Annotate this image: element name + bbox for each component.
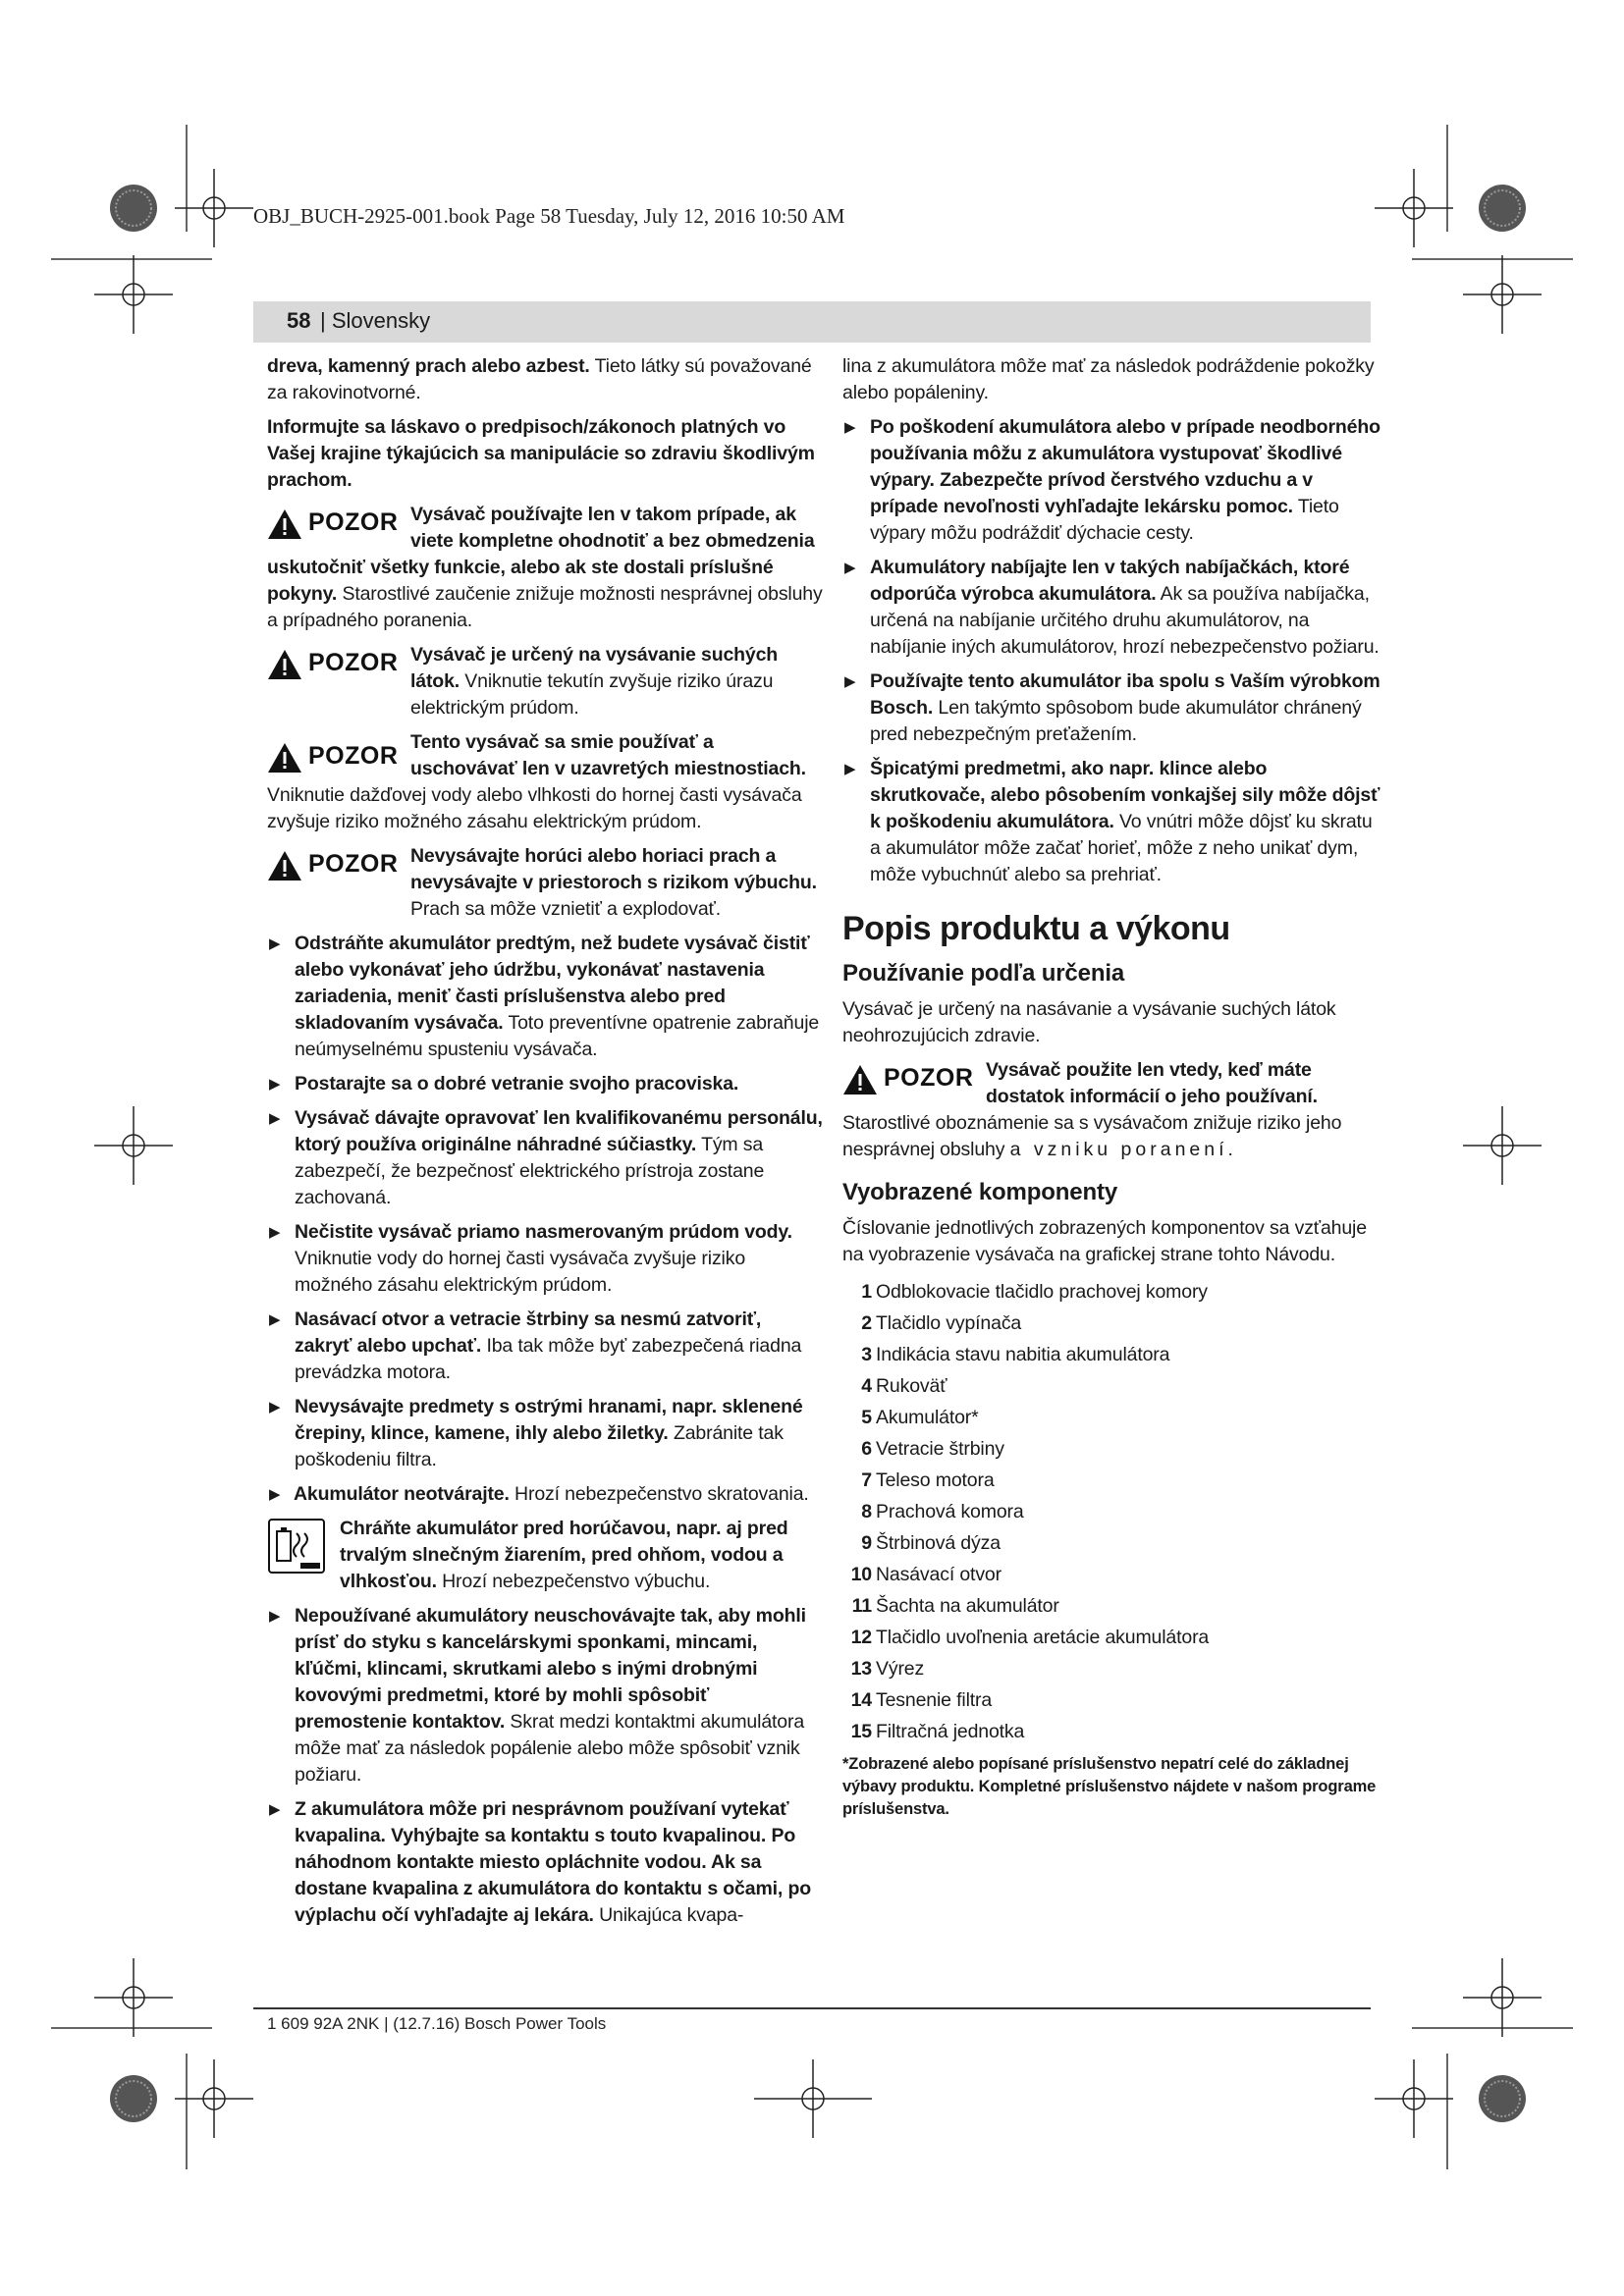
warning-block: POZOR Nevysávajte horúci alebo horiaci prach a nevysávajte v priestoroch s rizikom výbuchu. Prach sa môže vznietiť a explodovať. <box>267 843 823 923</box>
warning-block: POZOR Vysávač je určený na vysávanie suchých látok. Vniknutie tekutín zvyšuje riziko úrazu elektrickým prúdom. <box>267 642 823 721</box>
component-label: Prachová komora <box>876 1501 1024 1522</box>
list-item: ▶ Postarajte sa o dobré vetranie svojho pracoviska. <box>267 1071 823 1097</box>
components-list <box>842 1276 1384 1747</box>
component-number: 4 <box>861 1375 872 1397</box>
print-header: OBJ_BUCH-2925-001.book Page 58 Tuesday, July 12, 2016 10:50 AM <box>253 204 845 228</box>
list-item: ▶ Akumulátor neotvárajte. Hrozí nebezpečenstvo skratovania. <box>267 1481 823 1508</box>
list-item: ▶ Nečistite vysávač priamo nasmerovaným prúdom vody. Vniknutie vody do hornej časti vysávača zvyšuje riziko možného zásahu elektrickým prúdom. <box>269 1221 792 1296</box>
component-label: Šachta na akumulátor <box>876 1595 1059 1617</box>
warning-label: POZOR <box>267 506 405 545</box>
component-label: Teleso motora <box>876 1469 995 1491</box>
warning-triangle-icon <box>267 849 302 882</box>
list-item: ▶ Po poškodení akumulátora alebo v prípade neodborného používania môžu z akumulátora vystupovať škodlivé výpary. Zabezpečte prívod čerstvého vzduchu a v prípade nevoľnosti vyhľadajte lekársku pomoc. Tieto výpary môžu podráždiť dýchacie cesty. <box>844 416 1380 544</box>
right-column <box>842 353 1384 1821</box>
list-item: ▶ Nepoužívané akumulátory neuschovávajte tak, aby mohli prísť do styku s kancelárskymi sponkami, mincami, kľúčmi, klincami, skrutkami alebo s inými drobnými kovovými predmetmi, ktoré by mohli spôsobiť premostenie kontaktov. Skrat medzi kontaktmi akumulátora môže mať za následok popálenie alebo môže spôsobiť vznik požiaru. <box>269 1605 806 1786</box>
warning-block: POZOR Vysávač použite len vtedy, keď máte dostatok informácií o jeho používaní. Starostlivé oboznámenie sa s vysávačom znižuje riziko jeho nesprávnej obsluhy a vzniku poranení. <box>842 1059 1342 1160</box>
component-number: 13 <box>850 1658 872 1680</box>
component-number: 9 <box>861 1532 872 1554</box>
component-label: Filtračná jednotka <box>876 1721 1025 1742</box>
heat-warning-block: Chráňte akumulátor pred horúčavou, napr. aj pred trvalým slnečným žiarením, pred ohňom, vodou a vlhkosťou. Hrozí nebezpečenstvo výbuchu. <box>267 1516 823 1595</box>
list-item: ▶ Odstráňte akumulátor predtým, než budete vysávač čistiť alebo vykonávať jeho údržbu, vykonávať nastavenia zariadenia, meniť časti príslušenstva alebo pred skladovaním vysávača. Toto preventívne opatrenie zabraňuje neúmyselnému spusteniu vysávača. <box>269 933 820 1060</box>
bullet-arrow-icon: ▶ <box>269 1801 281 1818</box>
component-number: 1 <box>861 1281 872 1303</box>
component-label: Vetracie štrbiny <box>876 1438 1004 1460</box>
component-number: 15 <box>850 1721 872 1742</box>
list-item: ▶ Nevysávajte predmety s ostrými hranami, napr. sklenené črepiny, klince, kamene, ihly alebo žiletky. Zabránite tak poškodeniu filtra. <box>269 1396 803 1470</box>
component-item <box>842 1527 1384 1559</box>
component-number: 3 <box>861 1344 872 1365</box>
footnote: *Zobrazené alebo popísané príslušenstvo nepatrí celé do základnej výbavy produktu. Kompletné príslušenstvo nájdete v našom programe príslušenstva. <box>842 1755 1377 1818</box>
paragraph: Číslovanie jednotlivých zobrazených komponentov sa vzťahuje na vyobrazenie vysávača na grafickej strane tohto Návodu. <box>842 1217 1367 1265</box>
paragraph: Vysávač je určený na nasávanie a vysávanie suchých látok neohrozujúcich zdravie. <box>842 998 1336 1046</box>
bullet-arrow-icon: ▶ <box>269 1486 281 1503</box>
list-item: ▶ Akumulátory nabíjajte len v takých nabíjačkách, ktoré odporúča výrobca akumulátora. Ak sa používa nabíjačka, určená na nabíjanie určitého druhu akumulátorov, na nabíjanie iných akumulátorov, hrozí nebezpečenstvo požiaru. <box>844 557 1380 658</box>
footer-rule <box>253 2007 1371 2009</box>
paragraph: Informujte sa láskavo o predpisoch/zákonoch platných vo Vašej krajine týkajúcich sa manipulácie so zdraviu škodlivým prachom. <box>267 416 815 491</box>
page-language <box>320 308 430 334</box>
component-label: Tlačidlo uvoľnenia aretácie akumulátora <box>876 1627 1210 1648</box>
bullet-arrow-icon: ▶ <box>269 1076 281 1093</box>
bullet-arrow-icon: ▶ <box>269 1311 281 1328</box>
component-label: Tesnenie filtra <box>876 1689 993 1711</box>
language-label: Slovensky <box>331 308 431 333</box>
component-label: Tlačidlo vypínača <box>876 1312 1022 1334</box>
bullet-arrow-icon: ▶ <box>844 761 856 777</box>
component-item <box>842 1590 1384 1622</box>
bullet-arrow-icon: ▶ <box>269 1608 281 1625</box>
bullet-arrow-icon: ▶ <box>269 935 281 952</box>
component-label: Výrez <box>876 1658 925 1680</box>
warning-label: POZOR <box>267 739 405 778</box>
component-item <box>842 1653 1384 1684</box>
component-label: Rukoväť <box>876 1375 947 1397</box>
component-number: 2 <box>861 1312 872 1334</box>
list-item: ▶ Nasávací otvor a vetracie štrbiny sa nesmú zatvoriť, zakryť alebo upchať. Iba tak môže byť zabezpečená riadna prevádzka motora. <box>269 1308 802 1383</box>
paragraph: dreva, kamenný prach alebo azbest. Tieto látky sú považované za rakovinotvorné. <box>267 355 812 403</box>
bullet-arrow-icon: ▶ <box>844 673 856 690</box>
component-item <box>842 1339 1384 1370</box>
component-number: 6 <box>861 1438 872 1460</box>
component-item <box>842 1622 1384 1653</box>
left-column <box>267 353 823 1937</box>
component-item <box>842 1684 1384 1716</box>
component-number: 14 <box>850 1689 872 1711</box>
warning-triangle-icon <box>267 507 302 541</box>
list-item: ▶ Vysávač dávajte opravovať len kvalifikovanému personálu, ktorý používa originálne náhradné súčiastky. Tým sa zabezpečí, že bezpečnosť elektrického prístroja zostane zachovaná. <box>269 1107 823 1208</box>
component-number: 7 <box>861 1469 872 1491</box>
component-number: 11 <box>851 1595 872 1617</box>
bullet-arrow-icon: ▶ <box>269 1399 281 1415</box>
component-item <box>842 1308 1384 1339</box>
component-item <box>842 1276 1384 1308</box>
component-number: 10 <box>850 1564 872 1585</box>
subsection-title: Používanie podľa určenia <box>842 960 1125 987</box>
component-number: 8 <box>861 1501 872 1522</box>
warning-block: POZOR Tento vysávač sa smie používať a uschovávať len v uzavretých miestnostiach. Vniknutie dažďovej vody alebo vlhkosti do hornej časti vysávača zvyšuje riziko možného zásahu elektrickým prúdom. <box>267 731 806 832</box>
component-item <box>842 1496 1384 1527</box>
subsection-title: Vyobrazené komponenty <box>842 1179 1118 1205</box>
component-label: Odblokovacie tlačidlo prachovej komory <box>876 1281 1208 1303</box>
component-item <box>842 1465 1384 1496</box>
component-item <box>842 1559 1384 1590</box>
warning-triangle-icon <box>842 1063 878 1096</box>
warning-block: POZOR Vysávač používajte len v takom prípade, ak viete kompletne ohodnotiť a bez obmedzenia uskutočniť všetky funkcie, alebo ak ste dostali príslušné pokyny. Starostlivé zaučenie znižuje možnosti nesprávnej obsluhy a prípadného poranenia. <box>267 504 823 631</box>
list-item: ▶ Z akumulátora môže pri nesprávnom používaní vytekať kvapalina. Vyhýbajte sa kontaktu s touto kvapalinou. Po náhodnom kontakte miesto opláchnite vodou. Ak sa dostane kvapalina z akumulátora do kontaktu s očami, po výplachu očí vyhľadajte aj lekára. Unikajúca kvapa- <box>269 1798 811 1926</box>
component-item <box>842 1716 1384 1747</box>
component-item <box>842 1370 1384 1402</box>
component-label: Indikácia stavu nabitia akumulátora <box>876 1344 1170 1365</box>
component-number: 12 <box>850 1627 872 1648</box>
warning-triangle-icon <box>267 741 302 774</box>
warning-label: POZOR <box>842 1061 980 1100</box>
warning-label: POZOR <box>267 646 405 685</box>
page-number: 58 <box>287 308 311 333</box>
bullet-arrow-icon: ▶ <box>844 560 856 576</box>
list-item: ▶ Špicatými predmetmi, ako napr. klince alebo skrutkovače, alebo pôsobením vonkajšej sily môže dôjsť k poškodeniu akumulátora. Vo vnútri môže dôjsť ku skratu a akumulátor môže začať horieť, môže z neho unikať dym, môže vybuchnúť alebo sa prehriať. <box>844 758 1380 885</box>
list-item: ▶ Používajte tento akumulátor iba spolu s Vaším výrobkom Bosch. Len takýmto spôsobom bude akumulátor chránený pred nebezpečným preťažením. <box>844 670 1380 745</box>
warning-label: POZOR <box>267 847 405 886</box>
section-title: Popis produktu a výkonu <box>842 910 1230 947</box>
component-number: 5 <box>861 1407 872 1428</box>
page-header-bar <box>253 301 1371 343</box>
component-item <box>842 1402 1384 1433</box>
header-separator: | <box>320 308 332 333</box>
bullet-arrow-icon: ▶ <box>269 1110 281 1127</box>
page-footer: 1 609 92A 2NK | (12.7.16) Bosch Power Tools <box>267 2014 607 2033</box>
bullet-arrow-icon: ▶ <box>269 1224 281 1241</box>
component-item <box>842 1433 1384 1465</box>
component-label: Akumulátor* <box>876 1407 979 1428</box>
warning-triangle-icon <box>267 648 302 681</box>
component-label: Štrbinová dýza <box>876 1532 1001 1554</box>
battery-heat-icon <box>267 1518 326 1575</box>
bullet-arrow-icon: ▶ <box>844 419 856 436</box>
component-label: Nasávací otvor <box>876 1564 1001 1585</box>
paragraph: lina z akumulátora môže mať za následok podráždenie pokožky alebo popáleniny. <box>842 355 1375 403</box>
